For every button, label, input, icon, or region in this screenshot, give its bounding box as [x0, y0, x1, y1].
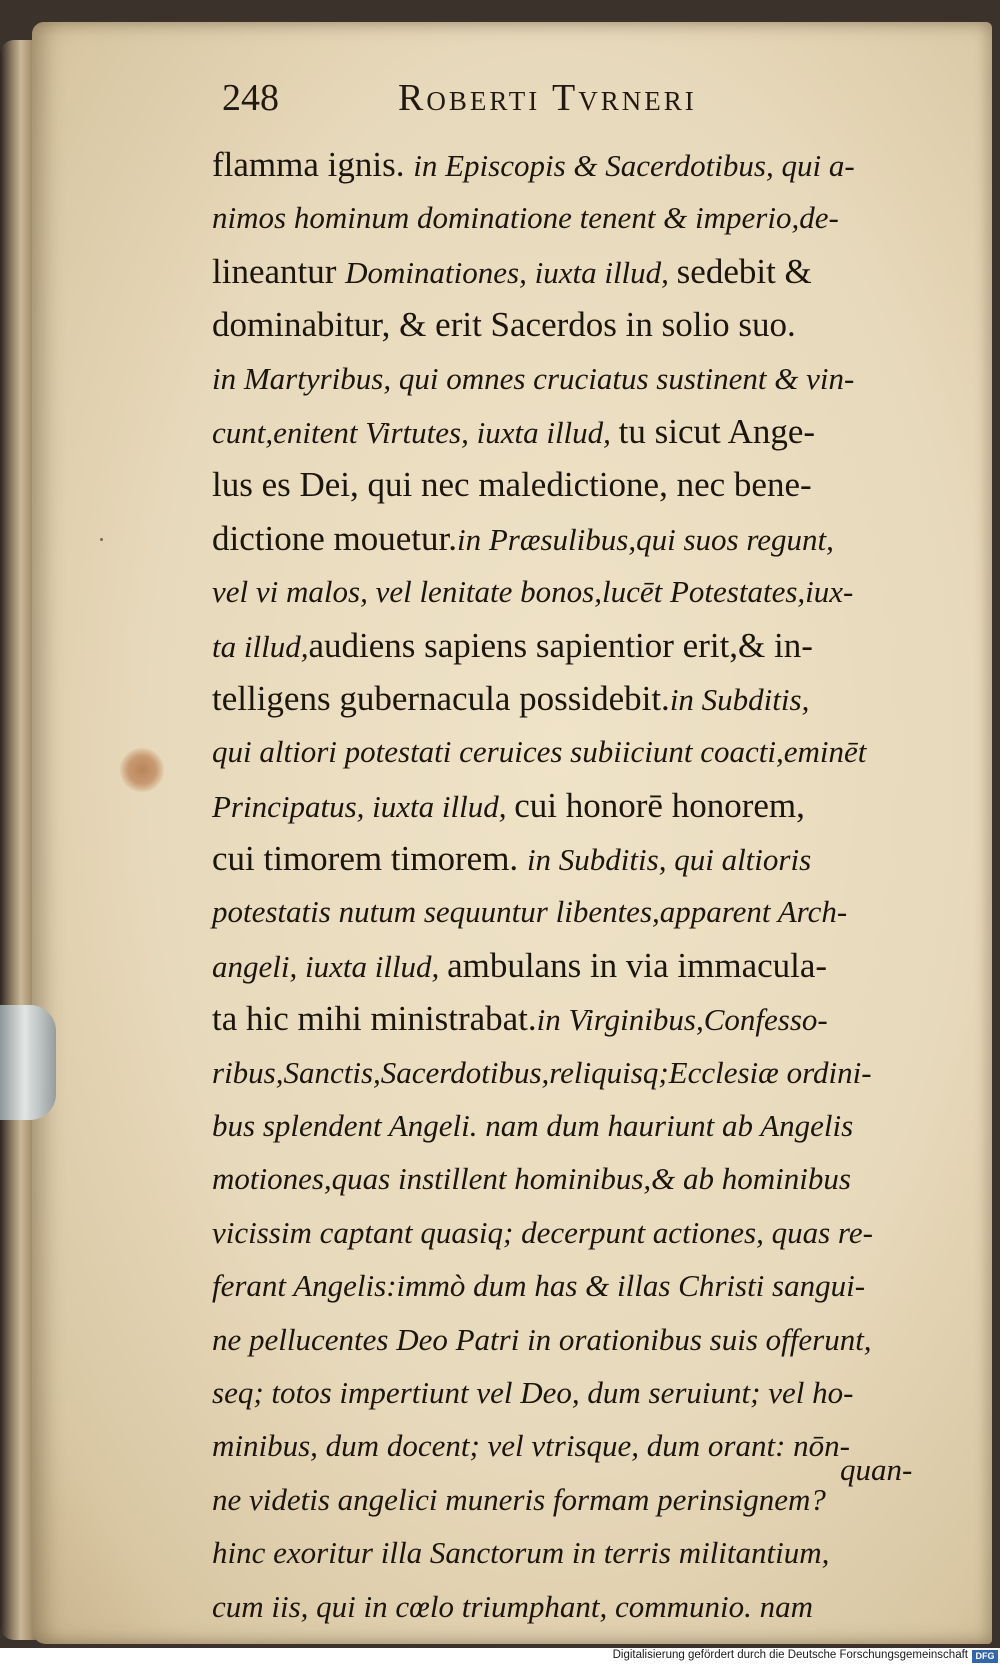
- roman-run: telligens gubernacula possidebit.: [212, 678, 670, 718]
- roman-run: lus es Dei, qui nec maledictione, nec bene-: [212, 465, 812, 505]
- italic-run: ribus,Sanctis,Sacerdotibus,reliquisq;Ecclesiæ ordini-: [212, 1054, 872, 1090]
- italic-run: potestatis nutum sequuntur libentes,apparent Arch-: [212, 894, 848, 930]
- roman-run: ta hic mihi ministrabat.: [212, 999, 537, 1039]
- text-line: [212, 619, 934, 672]
- text-line: [212, 1580, 934, 1633]
- catchword: quan-: [840, 1452, 913, 1487]
- text-line: [212, 1313, 934, 1366]
- text-line: [212, 191, 934, 244]
- foxing-stain: [120, 748, 164, 792]
- roman-run: tu sicut Ange-: [618, 411, 816, 451]
- text-line: [212, 565, 934, 618]
- text-line: [212, 1366, 934, 1419]
- italic-run: cum iis, qui in cœlo triumphant, communio. nam: [212, 1588, 814, 1624]
- text-line: [212, 1206, 934, 1259]
- roman-run: cui timorem timorem.: [212, 839, 527, 879]
- text-line: [212, 1099, 934, 1152]
- text-line: [212, 352, 934, 405]
- italic-run: nimos hominum dominatione tenent & imperio,de-: [212, 200, 839, 236]
- roman-run: sedebit &: [676, 251, 812, 291]
- text-line: [212, 138, 934, 191]
- digitization-footer: [0, 1648, 1000, 1665]
- text-line: [212, 779, 934, 832]
- italic-run: ta illud,: [212, 628, 309, 664]
- text-line: [212, 1046, 934, 1099]
- italic-run: vicissim captant quasiq; decerpunt actiones, quas re-: [212, 1214, 873, 1250]
- footer-credit: Digitalisierung gefördert durch die Deutsche Forschungsgemeinschaft: [612, 1649, 968, 1661]
- roman-run: flamma ignis.: [212, 145, 414, 184]
- page-header: [222, 70, 782, 130]
- text-line: [212, 672, 934, 725]
- italic-run: minibus, dum docent; vel vtrisque, dum orant: nōn-: [212, 1428, 850, 1464]
- text-line: [212, 832, 934, 885]
- dfg-logo: DFG: [972, 1650, 998, 1663]
- text-line: [212, 405, 934, 458]
- running-head: Roberti Tvrneri: [398, 77, 697, 119]
- italic-run: ne videtis angelici muneris formam perinsignem?: [212, 1481, 826, 1517]
- italic-run: ferant Angelis:immò dum has & illas Christi sangui-: [212, 1268, 866, 1304]
- italic-run: bus splendent Angeli. nam dum hauriunt ab Angelis: [212, 1108, 854, 1144]
- italic-run: in Subditis, qui altioris: [526, 842, 812, 878]
- italic-run: cunt,enitent Virtutes, iuxta illud,: [212, 414, 619, 450]
- italic-run: Principatus, iuxta illud,: [212, 788, 515, 824]
- italic-run: qui altiori potestati ceruices subiiciunt coacti,eminēt: [212, 734, 867, 770]
- italic-run: Dominationes, iuxta illud,: [345, 254, 677, 290]
- ink-speck: [100, 538, 103, 541]
- italic-run: in Virginibus,Confesso-: [536, 1002, 828, 1038]
- roman-run: cui honorē honorem,: [514, 785, 805, 825]
- roman-run: lineantur: [212, 251, 346, 291]
- italic-run: motiones,quas instillent hominibus,& ab hominibus: [212, 1161, 851, 1197]
- italic-run: angeli, iuxta illud,: [212, 948, 448, 984]
- italic-run: seq; totos impertiunt vel Deo, dum seruiunt; vel ho-: [212, 1374, 854, 1410]
- roman-run: dominabitur, & erit Sacerdos in solio suo.: [212, 305, 796, 345]
- italic-run: ne pellucentes Deo Patri in orationibus suis offerunt,: [212, 1321, 872, 1357]
- roman-run: audiens sapiens sapientior erit,& in-: [308, 625, 813, 665]
- italic-run: in Martyribus, qui omnes cruciatus sustinent & vin-: [212, 360, 855, 396]
- italic-run: in Præsulibus,qui suos regunt,: [456, 521, 834, 557]
- text-line: [212, 1526, 934, 1579]
- text-line: [212, 1259, 934, 1312]
- text-line: [212, 939, 934, 992]
- text-line: [212, 992, 934, 1045]
- text-line: [212, 1152, 934, 1205]
- body-text: [212, 138, 934, 1633]
- text-line: [212, 1419, 934, 1472]
- roman-run: ambulans in via immacula-: [447, 945, 828, 985]
- italic-run: hinc exoritur illa Sanctorum in terris militantium,: [212, 1535, 830, 1571]
- text-line: [212, 245, 934, 298]
- page-clip: [0, 1005, 56, 1120]
- text-line: [212, 1473, 934, 1526]
- italic-run: in Subditis,: [669, 681, 810, 717]
- text-line: [212, 512, 934, 565]
- italic-run: vel vi malos, vel lenitate bonos,lucēt Potestates,iux-: [212, 574, 854, 610]
- text-line: [212, 885, 934, 938]
- text-line: [212, 458, 934, 511]
- page-number: 248: [222, 77, 279, 119]
- text-line: [212, 725, 934, 778]
- roman-run: dictione mouetur.: [212, 518, 457, 558]
- italic-run: in Episcopis & Sacerdotibus, qui a-: [413, 148, 855, 183]
- text-line: [212, 298, 934, 351]
